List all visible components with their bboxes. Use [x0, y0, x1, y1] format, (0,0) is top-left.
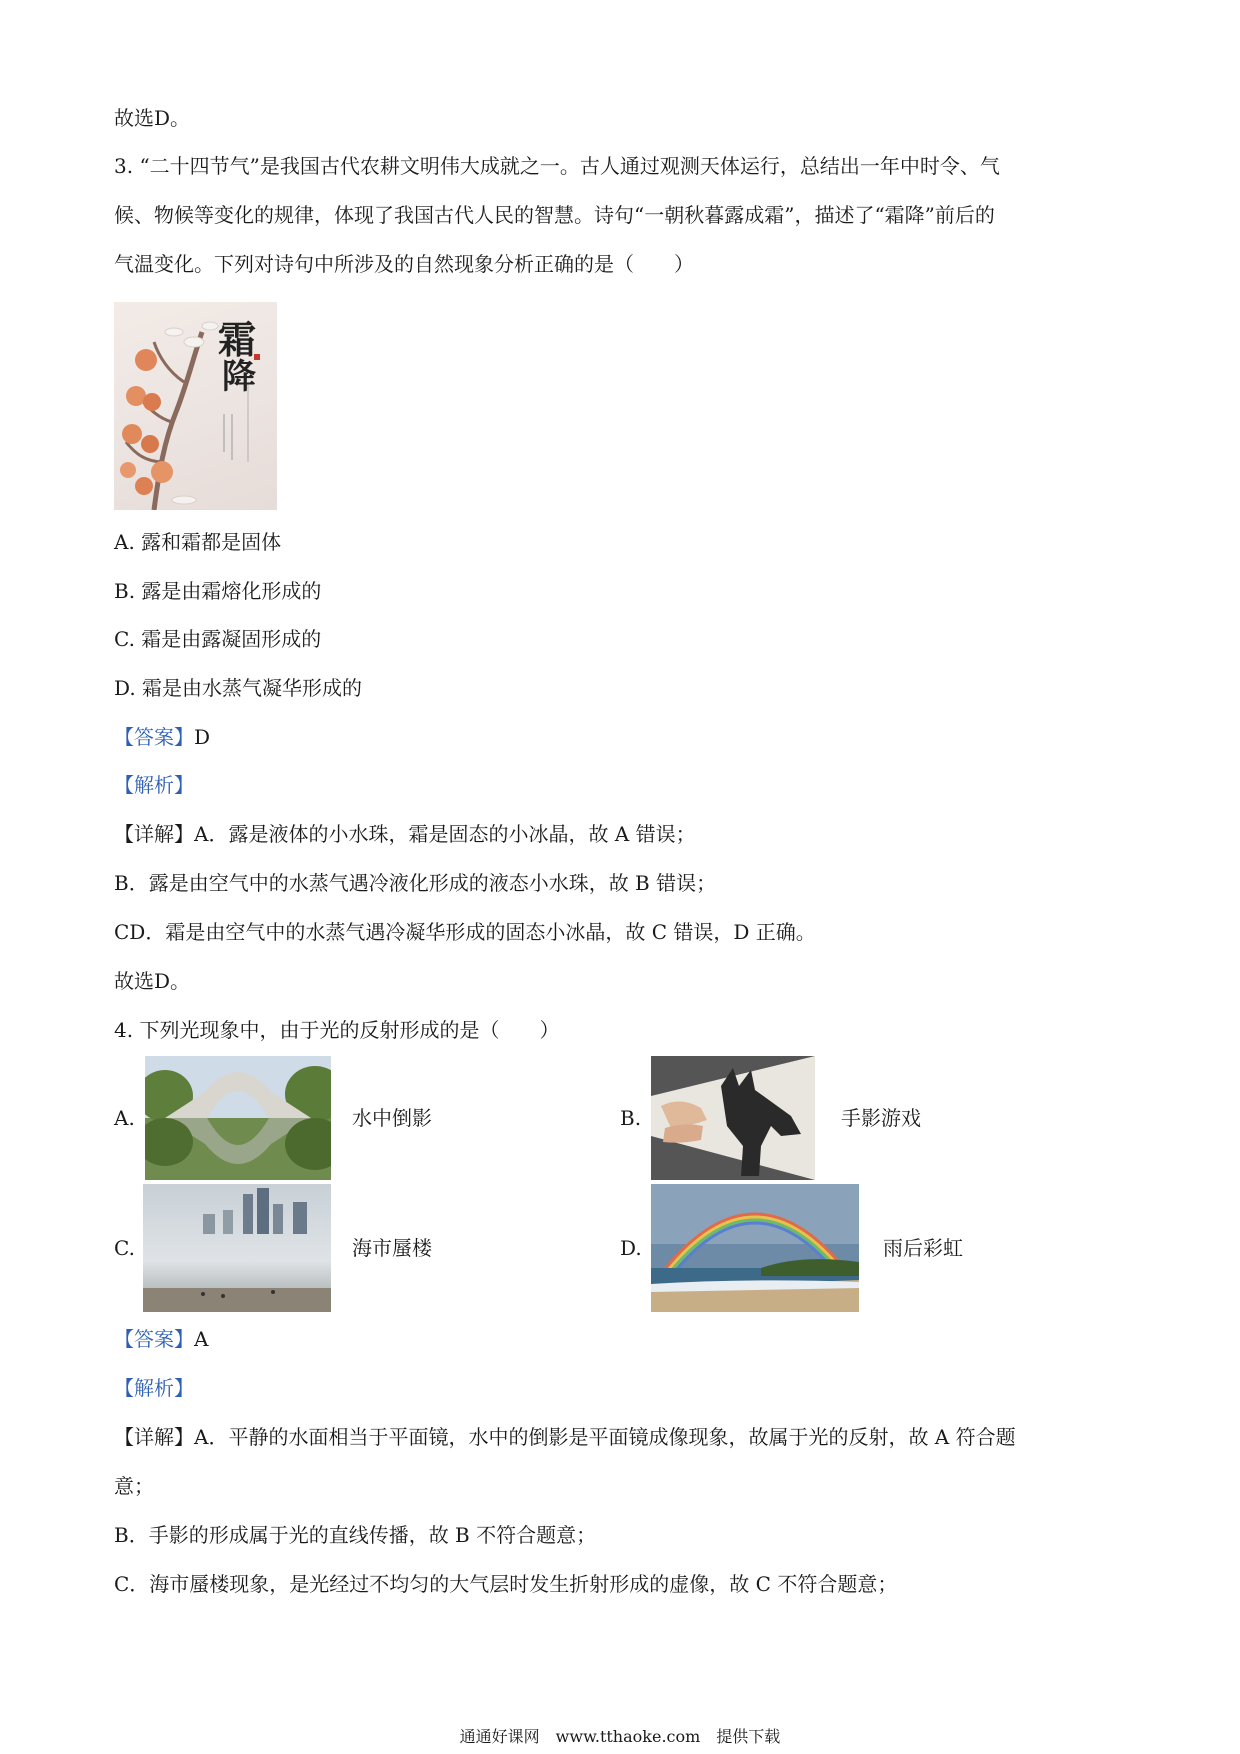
analysis-tag: [114, 771, 194, 799]
hand-shadow-image: [651, 1056, 815, 1180]
poster-title-1: 霜: [218, 317, 257, 362]
option-b: B. 露是由霜熔化形成的: [114, 579, 322, 603]
q4-option-c-text: 海市蜃楼: [352, 1236, 432, 1260]
answer-line-q4: [114, 1325, 208, 1353]
detail-q4-text-1: A．平静的水面相当于平面镜，水中的倒影是平面镜成像现象，故属于光的反射，故 A 符合题: [194, 1425, 1016, 1449]
rainbow-artwork: [651, 1184, 859, 1312]
option-a: A. 露和霜都是固体: [114, 530, 282, 554]
detail-line-1: [114, 820, 696, 848]
detail-q4-line-2: B．手影的形成属于光的直线传播，故 B 不符合题意；: [114, 1523, 597, 1547]
detail-tag: 【详解】: [114, 822, 194, 846]
conclusion-line: 故选D。: [114, 969, 191, 993]
question-3-line-1: 3. “二十四节气”是我国古代农耕文明伟大成就之一。古人通过观测天体运行，总结出一年中时令、气: [114, 154, 1000, 178]
detail-q4-line-1b: 意；: [114, 1474, 154, 1498]
q4-option-b-letter: B.: [620, 1106, 642, 1130]
q4-option-c-letter: C.: [114, 1236, 135, 1260]
text-line: 故选D。: [114, 106, 191, 130]
analysis-label: 【解析】: [114, 773, 194, 797]
question-3-line-3: 气温变化。下列对诗句中所涉及的自然现象分析正确的是（ ）: [114, 252, 694, 276]
detail-q4-line-3: C．海市蜃楼现象，是光经过不均匀的大气层时发生折射形成的虚像，故 C 不符合题意；: [114, 1572, 898, 1596]
q4-option-d-text: 雨后彩虹: [883, 1236, 963, 1260]
q4-option-a-letter: A.: [114, 1106, 135, 1130]
answer-value-q4: A: [194, 1327, 209, 1351]
poster-title-2: 降: [222, 357, 256, 397]
bridge-reflection-artwork: [145, 1056, 331, 1180]
q4-option-b-text: 手影游戏: [841, 1106, 921, 1130]
mirage-artwork: [143, 1184, 331, 1312]
option-c: C. 霜是由露凝固形成的: [114, 627, 322, 651]
question-4-line-1: 4. 下列光现象中，由于光的反射形成的是（ ）: [114, 1018, 560, 1042]
answer-value: D: [194, 725, 211, 749]
frost-descent-poster-image: [114, 302, 277, 510]
answer-tag-q4: 【答案】: [114, 1327, 194, 1351]
analysis-tag-q4: [114, 1374, 194, 1402]
detail-text: A．露是液体的小水珠，霜是固态的小冰晶，故 A 错误；: [194, 822, 696, 846]
answer-line: [114, 723, 210, 751]
rainbow-image: [651, 1184, 859, 1312]
hand-shadow-artwork: [651, 1056, 815, 1180]
q4-option-a-text: 水中倒影: [352, 1106, 432, 1130]
detail-q4-line-1: [114, 1423, 1016, 1451]
answer-tag: 【答案】: [114, 725, 194, 749]
question-3-line-2: 候、物候等变化的规律，体现了我国古代人民的智慧。诗句“一朝秋暮露成霜”，描述了“霜降”前后的: [114, 203, 995, 227]
option-d: D. 霜是由水蒸气凝华形成的: [114, 676, 363, 700]
page-footer: 通通好课网 www.tthaoke.com 提供下载: [459, 1727, 781, 1746]
detail-tag-q4: 【详解】: [114, 1425, 194, 1449]
mirage-image: [143, 1184, 331, 1312]
bridge-reflection-image: [145, 1056, 331, 1180]
analysis-label-q4: 【解析】: [114, 1376, 194, 1400]
detail-line-3: CD．霜是由空气中的水蒸气遇冷凝华形成的固态小冰晶，故 C 错误，D 正确。: [114, 920, 816, 944]
q4-option-d-letter: D.: [620, 1236, 642, 1260]
detail-line-2: B．露是由空气中的水蒸气遇冷液化形成的液态小水珠，故 B 错误；: [114, 871, 717, 895]
